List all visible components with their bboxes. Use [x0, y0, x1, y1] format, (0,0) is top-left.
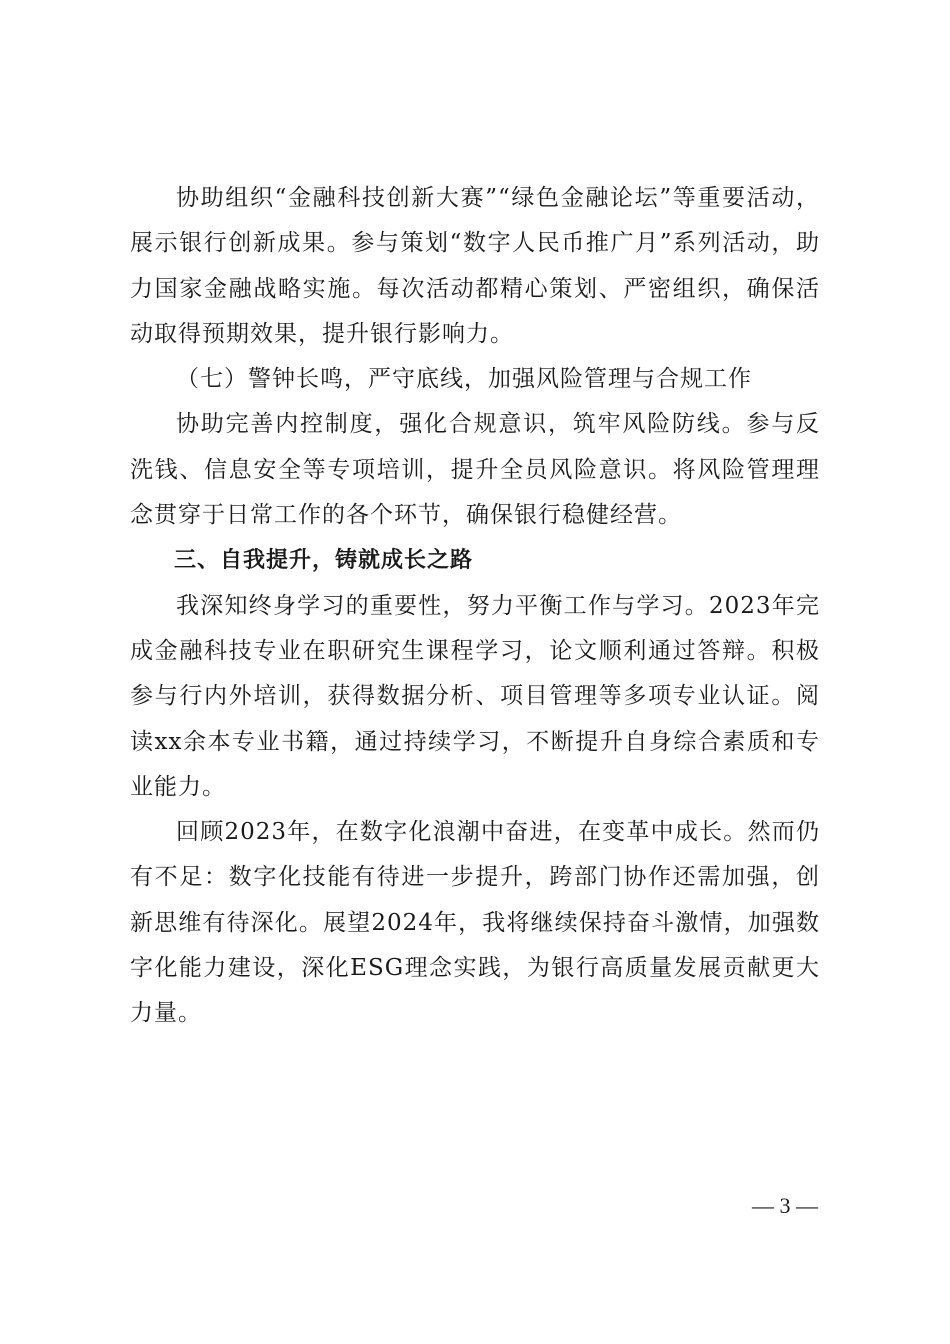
page-number: — 3 —	[752, 1193, 818, 1218]
document-body	[130, 176, 820, 1037]
paragraph-activities: 协助组织“金融科技创新大赛”“绿色金融论坛”等重要活动，展示银行创新成果。参与策划“数字人民币推广月”系列活动，助力国家金融战略实施。每次活动都精心策划、严密组织，确保活动取得预期效果，提升银行影响力。	[130, 185, 820, 347]
section-heading-self-improvement: 三、自我提升，铸就成长之路	[174, 548, 474, 574]
paragraph-risk-compliance: 协助完善内控制度，强化合规意识，筑牢风险防线。参与反洗钱、信息安全等专项培训，提升全员风险意识。将风险管理理念贯穿于日常工作的各个环节，确保银行稳健经营。	[130, 411, 820, 529]
paragraph-review-outlook: 回顾2023年，在数字化浪潮中奋进，在变革中成长。然而仍有不足：数字化技能有待进一步提升，跨部门协作还需加强，创新思维有待深化。展望2024年，我将继续保持奋斗激情，加强数字化能力建设，深化ESG理念实践，为银行高质量发展贡献更大力量。	[130, 819, 820, 1027]
section-heading-risk-compliance: （七）警钟长鸣，严守底线，加强风险管理与合规工作	[176, 366, 752, 393]
paragraph-self-improvement: 我深知终身学习的重要性，努力平衡工作与学习。2023年完成金融科技专业在职研究生课程学习，论文顺利通过答辩。积极参与行内外培训，获得数据分析、项目管理等多项专业认证。阅读xx余本专业书籍，通过持续学习，不断提升自身综合素质和专业能力。	[130, 592, 820, 800]
